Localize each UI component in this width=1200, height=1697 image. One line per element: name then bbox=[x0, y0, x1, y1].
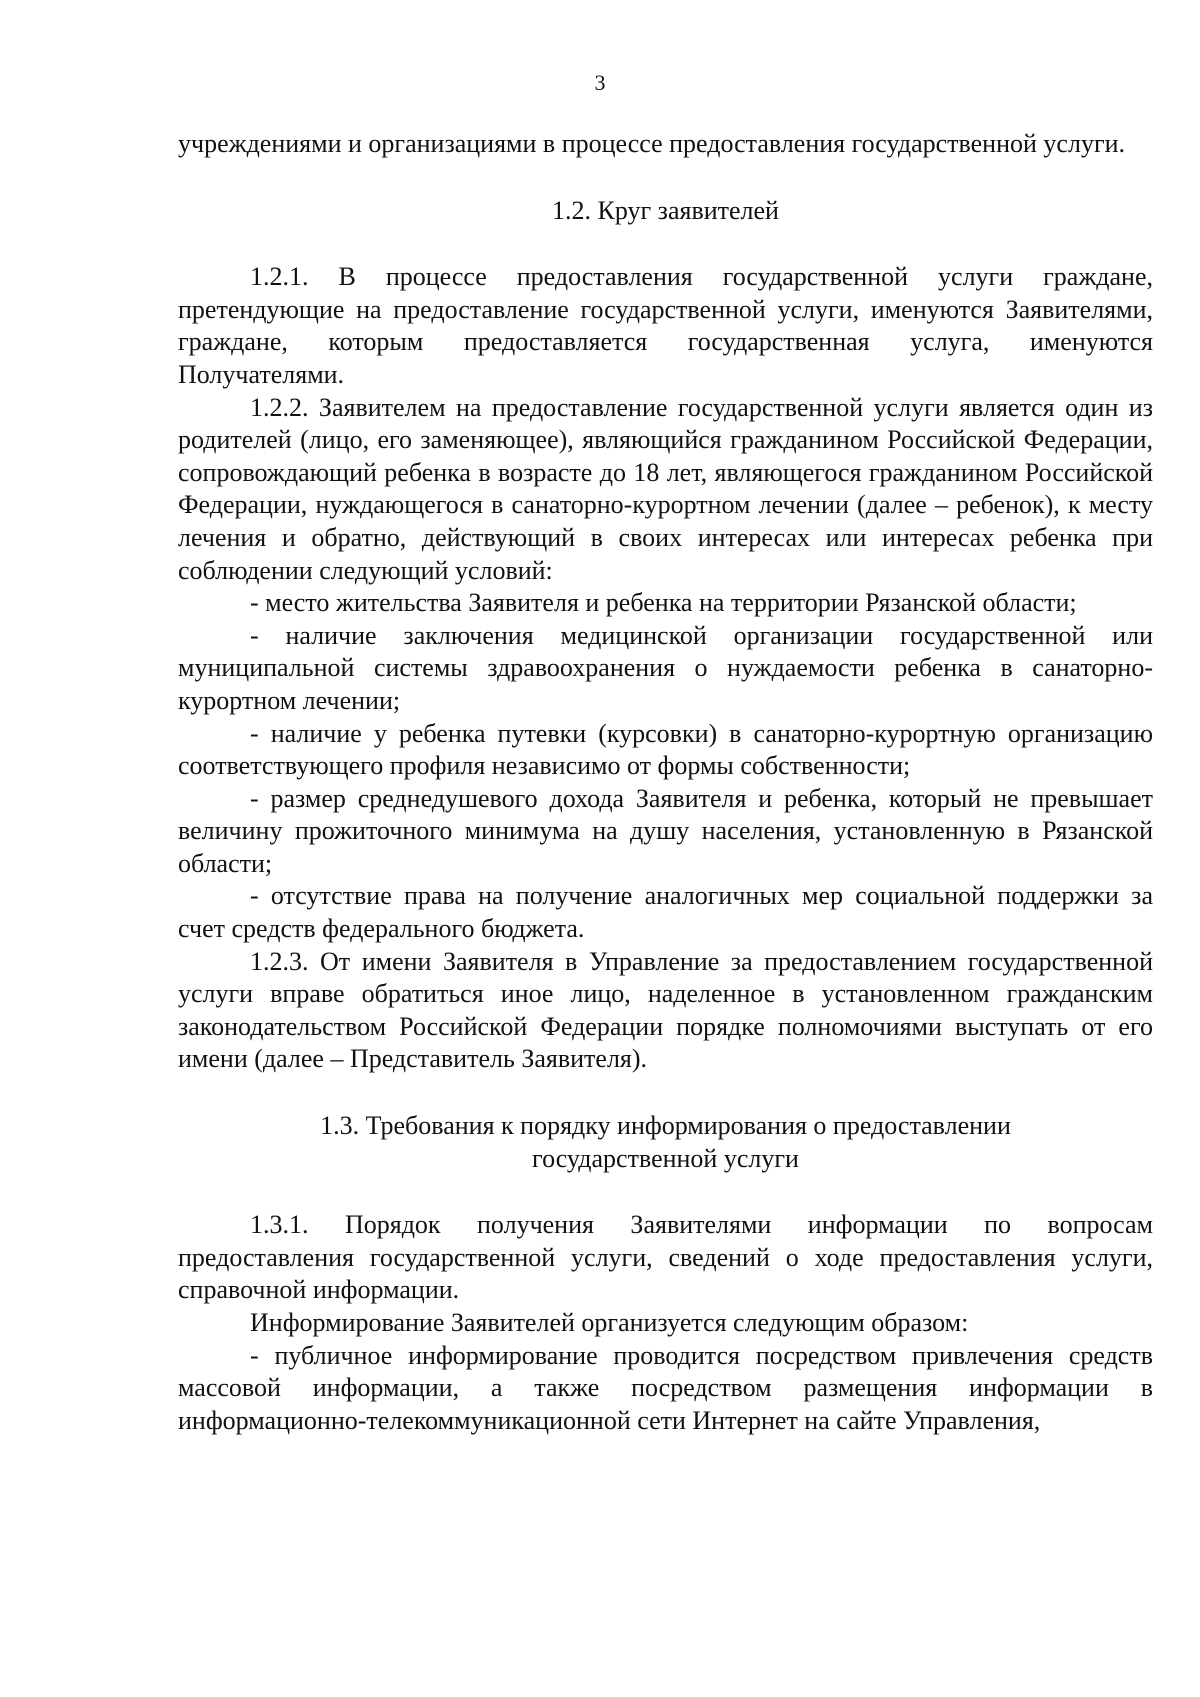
list-item-residence: - место жительства Заявителя и ребенка на территории Рязанской области; bbox=[250, 588, 1077, 618]
paragraph-1-2-1: 1.2.1. В процессе предоставления государственной услуги граждане, претендующие на предоставление государственной услуги, именуются Заявителями, граждане, которым предоставляется государственная услуга, именуются Получателями. bbox=[178, 262, 1153, 389]
paragraph-1-3-1: 1.3.1. Порядок получения Заявителями информации по вопросам предоставления государственной услуги, сведений о ходе предоставления услуги, справочной информации. bbox=[178, 1210, 1153, 1305]
list-item-medical-conclusion: - наличие заключения медицинской организации государственной или муниципальной системы здравоохранения о нуждаемости ребенка в санаторно-курортном лечении; bbox=[178, 620, 1153, 715]
list-item-no-federal-support: - отсутствие права на получение аналогичных мер социальной поддержки за счет средств федерального бюджета. bbox=[178, 881, 1153, 944]
page-number: 3 bbox=[594, 70, 606, 95]
list-item-voucher: - наличие у ребенка путевки (курсовки) в санаторно-курортную организацию соответствующего профиля независимо от формы собственности; bbox=[178, 718, 1153, 781]
paragraph-continuation: учреждениями и организациями в процессе предоставления государственной услуги. bbox=[178, 129, 1126, 158]
section-heading-1-2: 1.2. Круг заявителей bbox=[552, 195, 779, 225]
paragraph-1-2-2: 1.2.2. Заявителем на предоставление государственной услуги является один из родителей (лицо, его заменяющее), являющийся гражданином Российской Федерации, сопровождающий ребенка в возрасте до 18 лет, являющегося гражданином Российской Федерации, нуждающегося в санаторно-курортном лечении (далее – ребенок), к месту лечения и обратно, действующий в своих интересах или интересах ребенка при соблюдении следующий условий: bbox=[178, 392, 1153, 585]
paragraph-informing: Информирование Заявителей организуется следующим образом: bbox=[250, 1308, 969, 1337]
section-heading-1-3: 1.3. Требования к порядку информирования о предоставлении государственной услуги bbox=[320, 1111, 1011, 1173]
list-item-income: - размер среднедушевого дохода Заявителя и ребенка, который не превышает величину прожиточного минимума на душу населения, установленную в Рязанской области; bbox=[178, 783, 1153, 878]
paragraph-1-2-3: 1.2.3. От имени Заявителя в Управление за предоставлением государственной услуги вправе обратиться иное лицо, наделенное в установленном гражданским законодательством Российской Федерации порядке полномочиями выступать от его имени (далее – Представитель Заявителя). bbox=[178, 946, 1153, 1074]
list-item-public-informing: - публичное информирование проводится посредством привлечения средств массовой информации, а также посредством размещения информации в информационно-телекоммуникационной сети Интернет на сайте Управления, bbox=[178, 1340, 1153, 1435]
document-body bbox=[178, 128, 1153, 1437]
